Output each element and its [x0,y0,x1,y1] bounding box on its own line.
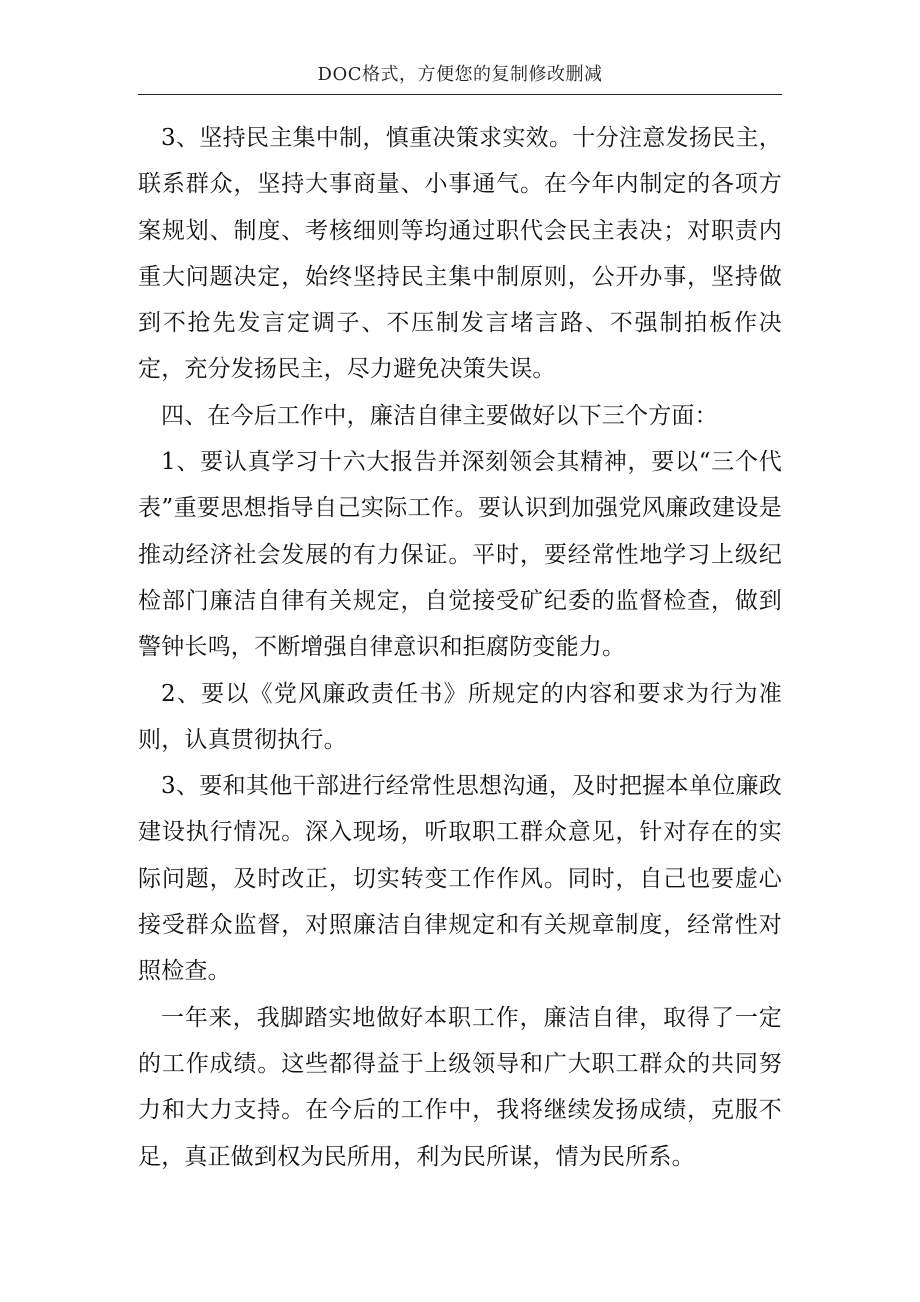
paragraph-study-report: 1、要认真学习十六大报告并深刻领会其精神，要以“三个代表”重要思想指导自己实际工作。要认识到加强党风廉政建设是推动经济社会发展的有力保证。平时，要经常性地学习上级纪检部门廉洁自律有关规定，自觉接受矿纪委的监督检查，做到警钟长鸣，不断增强自律意识和拒腐防变能力。 [138,449,782,661]
page-header: DOC格式，方便您的复制修改删减 [317,64,603,85]
header-divider [138,94,782,95]
paragraph-communication: 3、要和其他干部进行经常性思想沟通，及时把握本单位廉政建设执行情况。深入现场，听取职工群众意见，针对存在的实际问题，及时改正，切实转变工作作风。同时，自己也要虚心接受群众监督，对照廉洁自律规定和有关规章制度，经常性对照检查。 [138,773,782,985]
paragraph-responsibility-letter: 2、要以《党风廉政责任书》所规定的内容和要求为行为准则，认真贯彻执行。 [138,680,782,753]
paragraph-conclusion: 一年来，我脚踏实地做好本职工作，廉洁自律，取得了一定的工作成绩。这些都得益于上级领导和广大职工群众的共同努力和大力支持。在今后的工作中，我将继续发扬成绩，克服不足，真正做到权为民所用，利为民所谋，情为民所系。 [138,1004,782,1170]
section-heading-future-work: 四、在今后工作中，廉洁自律主要做好以下三个方面： [161,402,718,429]
paragraph-democratic-centralism: 3、坚持民主集中制，慎重决策求实效。十分注意发扬民主，联系群众，坚持大事商量、小事通气。在今年内制定的各项方案规划、制度、考核细则等均通过职代会民主表决；对职责内重大问题决定，始终坚持民主集中制原则，公开办事，坚持做到不抢先发言定调子、不压制发言堵言路、不强制拍板作决定，充分发扬民主，尽力避免决策失误。 [138,125,782,383]
document-body [138,115,782,1180]
